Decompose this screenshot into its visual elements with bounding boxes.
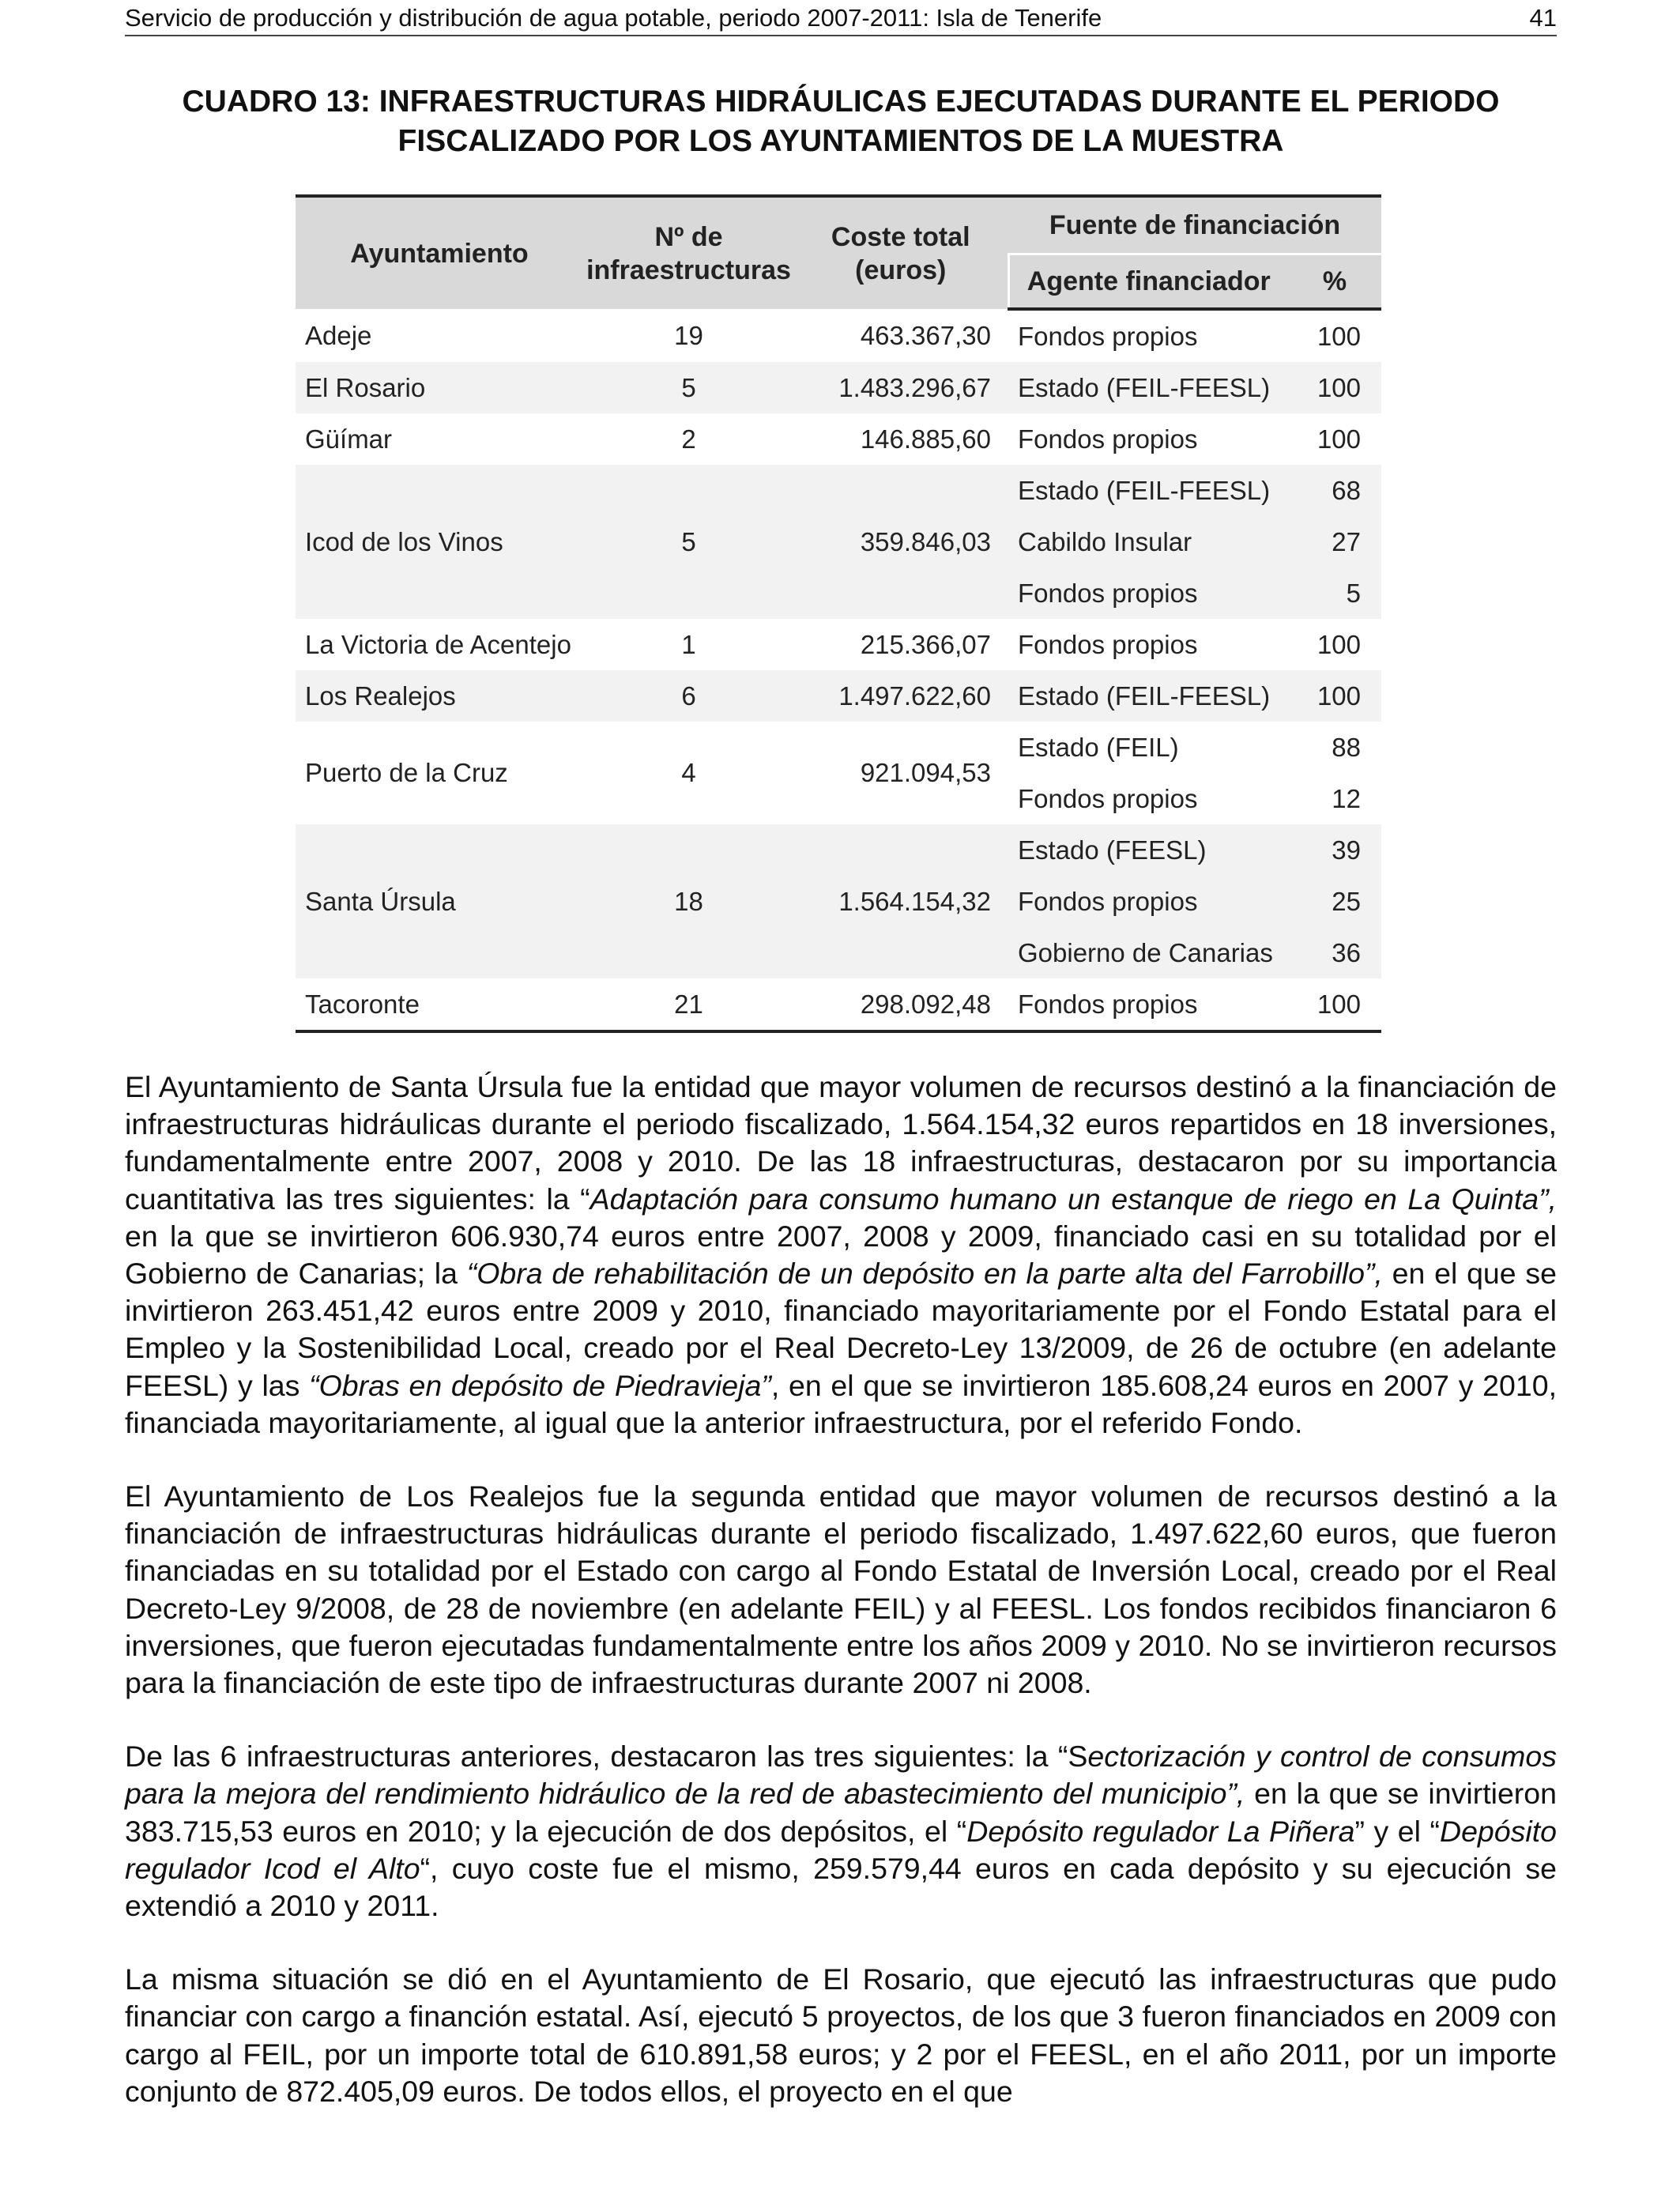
cell-num: 5 (583, 465, 794, 619)
cell-agente: Estado (FEIL) (1018, 732, 1179, 762)
header-percent: % (1288, 254, 1381, 310)
cell-coste: 1.483.296,67 (794, 362, 1008, 413)
header-ayuntamiento: Ayuntamiento (296, 196, 583, 309)
cell-num: 18 (583, 824, 794, 978)
table-header (296, 196, 1381, 309)
header-coste-total: Coste total (euros) (794, 196, 1008, 309)
cell-agente: Fondos propios (1008, 876, 1288, 927)
cell-percent: 27 (1288, 516, 1381, 567)
cell-percent: 100 (1288, 362, 1381, 413)
cell-agente: Fondos propios (1018, 321, 1198, 351)
cell-ayuntamiento: Adeje (305, 320, 372, 350)
header-fuente-financiacion: Fuente de financiación (1008, 196, 1381, 254)
table-row (296, 413, 1381, 465)
cell-num: 21 (583, 978, 794, 1031)
cell-ayuntamiento: Puerto de la Cruz (305, 758, 508, 787)
running-title: Servicio de producción y distribución de agua potable, periodo 2007-2011: Isla de Tenerife (125, 4, 1102, 32)
paragraph-los-realejos: El Ayuntamiento de Los Realejos fue la segunda entidad que mayor volumen de recursos destinó a la financiación de infraestructuras hidráulicas durante el periodo fiscalizado, 1.497.622,60 euros, que fueron financiadas en su totalidad por el Estado con cargo al Fondo Estatal de Inversión Local, creado por el Real Decreto-Ley 9/2008, de 28 de noviembre (en adelante FEIL) y al FEESL. Los fondos recibidos financiaron 6 inversiones, que fueron ejecutadas fundamentalmente entre los años 2009 y 2010. No se invirtieron recursos para la financiación de este tipo de infraestructuras durante 2007 ni 2008. (125, 1480, 1557, 1700)
cell-percent: 12 (1332, 783, 1362, 813)
cell-percent: 100 (1288, 978, 1381, 1031)
cell-agente: Fondos propios (1018, 629, 1198, 659)
cell-agente: Estado (FEIL-FEESL) (1008, 670, 1288, 722)
table-title (125, 82, 1557, 161)
table-row (296, 670, 1381, 722)
table-row (296, 824, 1381, 876)
cell-agente: Estado (FEIL-FEESL) (1008, 362, 1288, 413)
body-text (125, 1069, 1557, 2147)
cell-agente: Estado (FEIL-FEESL) (1008, 465, 1288, 516)
cell-num: 4 (681, 758, 696, 787)
cell-agente: Fondos propios (1018, 424, 1198, 454)
paragraph-santa-ursula: El Ayuntamiento de Santa Úrsula fue la entidad que mayor volumen de recursos destinó a la financiación de infraestructuras hidráulicas durante el periodo fiscalizado, 1.564.154,32 euros repartidos en 18 inversiones, fundamentalmente entre 2007, 2008 y 2010. De las 18 infraestructuras, destacaron por su importancia cuantitativa las tres siguientes: la “Adaptación para consumo humano un estanque de riego en La Quinta”, en la que se invirtieron 606.930,74 euros entre 2007, 2008 y 2009, financiado casi en su totalidad por el Gobierno de Canarias; la “Obra de rehabilitación de un depósito en la parte alta del Farrobillo”, en el que se invirtieron 263.451,42 euros entre 2009 y 2010, financiado mayoritariamente por el Fondo Estatal para el Empleo y la Sostenibilidad Local, creado por el Real Decreto-Ley 13/2009, de 26 de octubre (en adelante FEESL) y las “Obras en depósito de Piedravieja”, en el que se invirtieron 185.608,24 euros en 2007 y 2010, financiada mayoritariamente, al igual que la anterior infraestructura, por el referido Fondo. (125, 1070, 1558, 1439)
cell-ayuntamiento: La Victoria de Acentejo (305, 629, 571, 659)
cell-agente: Fondos propios (1018, 783, 1198, 813)
cell-percent: 100 (1317, 321, 1362, 351)
cell-num: 2 (681, 424, 696, 454)
cell-ayuntamiento: El Rosario (296, 362, 583, 413)
cell-num: 1 (681, 629, 696, 659)
cell-coste: 359.846,03 (794, 465, 1008, 619)
cell-percent: 68 (1288, 465, 1381, 516)
cell-percent: 88 (1332, 732, 1362, 762)
table-row (296, 978, 1381, 1031)
table-row (296, 619, 1381, 670)
cell-percent: 25 (1288, 876, 1381, 927)
table-row (296, 465, 1381, 516)
cell-percent: 100 (1317, 424, 1362, 454)
running-header (125, 3, 1557, 36)
cell-percent: 100 (1317, 629, 1362, 659)
cell-percent: 39 (1288, 824, 1381, 876)
header-num-infraestructuras: Nº de infraestructuras (583, 196, 794, 309)
cell-ayuntamiento: Güímar (305, 424, 393, 454)
cell-agente: Cabildo Insular (1008, 516, 1288, 567)
cell-ayuntamiento: Tacoronte (296, 978, 583, 1031)
cell-coste: 146.885,60 (860, 424, 991, 454)
cell-coste: 921.094,53 (860, 758, 991, 787)
table-body (296, 309, 1381, 1031)
cell-coste: 215.366,07 (860, 629, 991, 659)
table-row (296, 722, 1381, 773)
infrastructure-table (296, 194, 1381, 1033)
cell-percent: 100 (1288, 670, 1381, 722)
cell-percent: 5 (1288, 567, 1381, 619)
cell-ayuntamiento: Icod de los Vinos (296, 465, 583, 619)
cell-coste: 1.564.154,32 (794, 824, 1008, 978)
table-title-line-2: FISCALIZADO POR LOS AYUNTAMIENTOS DE LA MUESTRA (397, 124, 1284, 158)
cell-agente: Gobierno de Canarias (1008, 927, 1288, 978)
page-number: 41 (1529, 4, 1557, 32)
paragraph-el-rosario: La misma situación se dió en el Ayuntamiento de El Rosario, que ejecutó las infraestructuras que pudo financiar con cargo a financión estatal. Así, ejecutó 5 proyectos, de los que 3 fueron financiados en 2009 con cargo al FEIL, por un importe total de 610.891,58 euros; y 2 por el FEESL, en el año 2011, por un importe conjunto de 872.405,09 euros. De todos ellos, el proyecto en el que (125, 1962, 1557, 2108)
cell-agente: Fondos propios (1008, 978, 1288, 1031)
cell-percent: 36 (1288, 927, 1381, 978)
table-row (296, 309, 1381, 362)
header-agente-financiador: Agente financiador (1008, 254, 1288, 310)
paragraph-infraestructuras-realejos: De las 6 infraestructuras anteriores, destacaron las tres siguientes: la “Sectorización y control de consumos para la mejora del rendimiento hidráulico de la red de abastecimiento del municipio”, en la que se invirtieron 383.715,53 euros en 2010; y la ejecución de dos depósitos, el “Depósito regulador La Piñera” y el “Depósito regulador Icod el Alto“, cuyo coste fue el mismo, 259.579,44 euros en cada depósito y su ejecución se extendió a 2010 y 2011. (125, 1740, 1558, 1923)
cell-agente: Estado (FEESL) (1008, 824, 1288, 876)
table-title-line-1: CUADRO 13: INFRAESTRUCTURAS HIDRÁULICAS EJECUTADAS DURANTE EL PERIODO (182, 85, 1500, 119)
cell-num: 19 (674, 320, 703, 350)
cell-num: 5 (583, 362, 794, 413)
cell-coste: 1.497.622,60 (794, 670, 1008, 722)
cell-ayuntamiento: Los Realejos (296, 670, 583, 722)
cell-coste: 298.092,48 (794, 978, 1008, 1031)
cell-agente: Fondos propios (1008, 567, 1288, 619)
cell-ayuntamiento: Santa Úrsula (296, 824, 583, 978)
table-row (296, 362, 1381, 413)
cell-num: 6 (583, 670, 794, 722)
cell-coste: 463.367,30 (860, 320, 991, 350)
